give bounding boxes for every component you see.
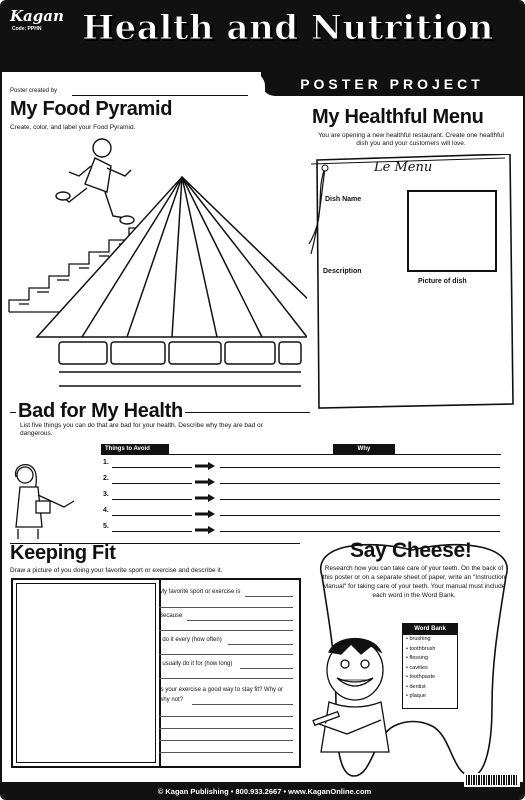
answer-line[interactable] <box>159 728 293 729</box>
pyramid-title: My Food Pyramid <box>10 98 173 120</box>
arrow-right-icon <box>195 510 215 518</box>
created-by-line[interactable] <box>72 95 248 96</box>
barcode-icon <box>464 773 520 787</box>
menu-desc: You are opening a new healthful restaurant. Create one healthful dish you and your customers will love. <box>318 132 504 147</box>
word-bank-item: • toothpaste <box>406 674 436 680</box>
answer-line[interactable] <box>159 752 293 753</box>
row-5-thing[interactable] <box>112 531 192 532</box>
girl-icon <box>8 457 88 542</box>
arrow-right-icon <box>195 462 215 470</box>
word-bank-title: Word Bank <box>403 624 457 635</box>
footer-text: © Kagan Publishing • 800.933.2667 • www.KaganOnline.com <box>157 787 372 796</box>
arrow-right-icon <box>195 478 215 486</box>
answer-line[interactable] <box>159 630 293 631</box>
row-4-thing[interactable] <box>112 515 192 516</box>
running-boy-icon <box>56 139 134 224</box>
row-3-thing[interactable] <box>112 499 192 500</box>
answer-how-often[interactable] <box>228 644 293 645</box>
arrow-right-icon <box>195 494 215 502</box>
answer-line[interactable] <box>159 678 293 679</box>
pyramid-illustration[interactable] <box>7 132 307 397</box>
cheese-desc: Research how you can take care of your teeth. On the back of this poster or on a separate sheet of paper, write an "Instruction Manual" for taking care of your teeth. Your manual must include each word in the Word Bank. <box>322 565 506 599</box>
bad-desc: List five things you can do that are bad for your health. Describe why they are bad or dangerous. <box>20 422 263 437</box>
brand-logo: Kagan <box>10 7 64 25</box>
row-2-thing[interactable] <box>112 483 192 484</box>
answer-because[interactable] <box>187 620 293 621</box>
answer-line[interactable] <box>159 607 293 608</box>
word-bank-item: • cavities <box>406 664 428 671</box>
pyramid-icon <box>37 177 307 337</box>
prompt-favorite-sport: My favorite sport or exercise is <box>159 589 241 595</box>
fit-desc: Draw a picture of you doing your favorite sport or exercise and describe it. <box>10 567 223 574</box>
row-3-why[interactable] <box>220 499 500 500</box>
product-code: Code: PPHN <box>12 26 42 32</box>
things-header: Things to Avoid <box>101 444 169 454</box>
word-bank-item: • plaque <box>406 693 426 699</box>
dish-picture-box[interactable] <box>407 190 497 272</box>
dish-name-label: Dish Name <box>325 196 362 203</box>
drawing-area[interactable] <box>16 583 156 763</box>
poster-title: Health and Nutrition <box>82 8 494 48</box>
brick-base-icon <box>59 342 301 386</box>
table-rule <box>101 454 501 455</box>
why-header: Why <box>333 444 395 454</box>
prompt-because: Because <box>159 613 183 619</box>
word-bank-item: • dentist <box>406 683 426 690</box>
word-bank-item-text: cavities <box>409 664 428 671</box>
answer-stay-fit[interactable] <box>192 704 293 705</box>
row-1-thing[interactable] <box>112 467 192 468</box>
row-2-why[interactable] <box>220 483 500 484</box>
picture-label: Picture of dish <box>418 278 467 285</box>
menu-script-heading: Le Menu <box>374 160 433 175</box>
prompt-how-long: I usually do it for (how long) <box>159 661 233 667</box>
word-bank-item: • brushing <box>406 636 431 642</box>
bad-title: Bad for My Health <box>18 400 183 422</box>
word-bank-item-text: toothpaste <box>409 674 436 680</box>
smiling-kid-icon <box>307 632 402 762</box>
answer-favorite-sport[interactable] <box>245 596 293 597</box>
description-label: Description <box>323 268 362 275</box>
word-bank-item-text: toothbrush <box>409 645 436 652</box>
word-bank <box>402 623 458 709</box>
row-4-number: 4. <box>103 507 109 514</box>
answer-line[interactable] <box>159 740 293 741</box>
row-4-why[interactable] <box>220 515 500 516</box>
row-1-number: 1. <box>103 459 109 466</box>
row-5-number: 5. <box>103 523 109 530</box>
row-1-why[interactable] <box>220 467 500 468</box>
word-bank-item-text: plaque <box>409 693 426 699</box>
answer-line[interactable] <box>159 716 293 717</box>
prompt-stay-fit: Is your exercise a good way to stay fit? Why or why not? <box>159 687 284 703</box>
row-2-number: 2. <box>103 475 109 482</box>
prompt-how-often: I do it every (how often) <box>159 637 222 643</box>
answer-how-long[interactable] <box>240 668 293 669</box>
word-bank-item: • flossing <box>406 655 429 661</box>
word-bank-item: • toothbrush <box>406 645 436 652</box>
footer-band <box>2 782 525 800</box>
arrow-right-icon <box>195 526 215 534</box>
cheese-title: Say Cheese! <box>350 539 472 562</box>
answer-line[interactable] <box>159 654 293 655</box>
header-band <box>2 2 525 72</box>
fit-title: Keeping Fit <box>10 542 116 564</box>
menu-title: My Healthful Menu <box>312 106 484 128</box>
row-5-why[interactable] <box>220 531 500 532</box>
pyramid-desc: Create, color, and label your Food Pyramid. <box>10 124 136 131</box>
row-3-number: 3. <box>103 491 109 498</box>
created-by-label: Poster created by <box>10 88 58 94</box>
word-bank-item-text: flossing <box>409 655 429 661</box>
subtitle-band <box>261 72 523 96</box>
poster-subtitle: POSTER PROJECT <box>300 76 484 92</box>
word-bank-item-text: dentist <box>409 683 426 690</box>
word-bank-item-text: brushing <box>409 636 431 642</box>
